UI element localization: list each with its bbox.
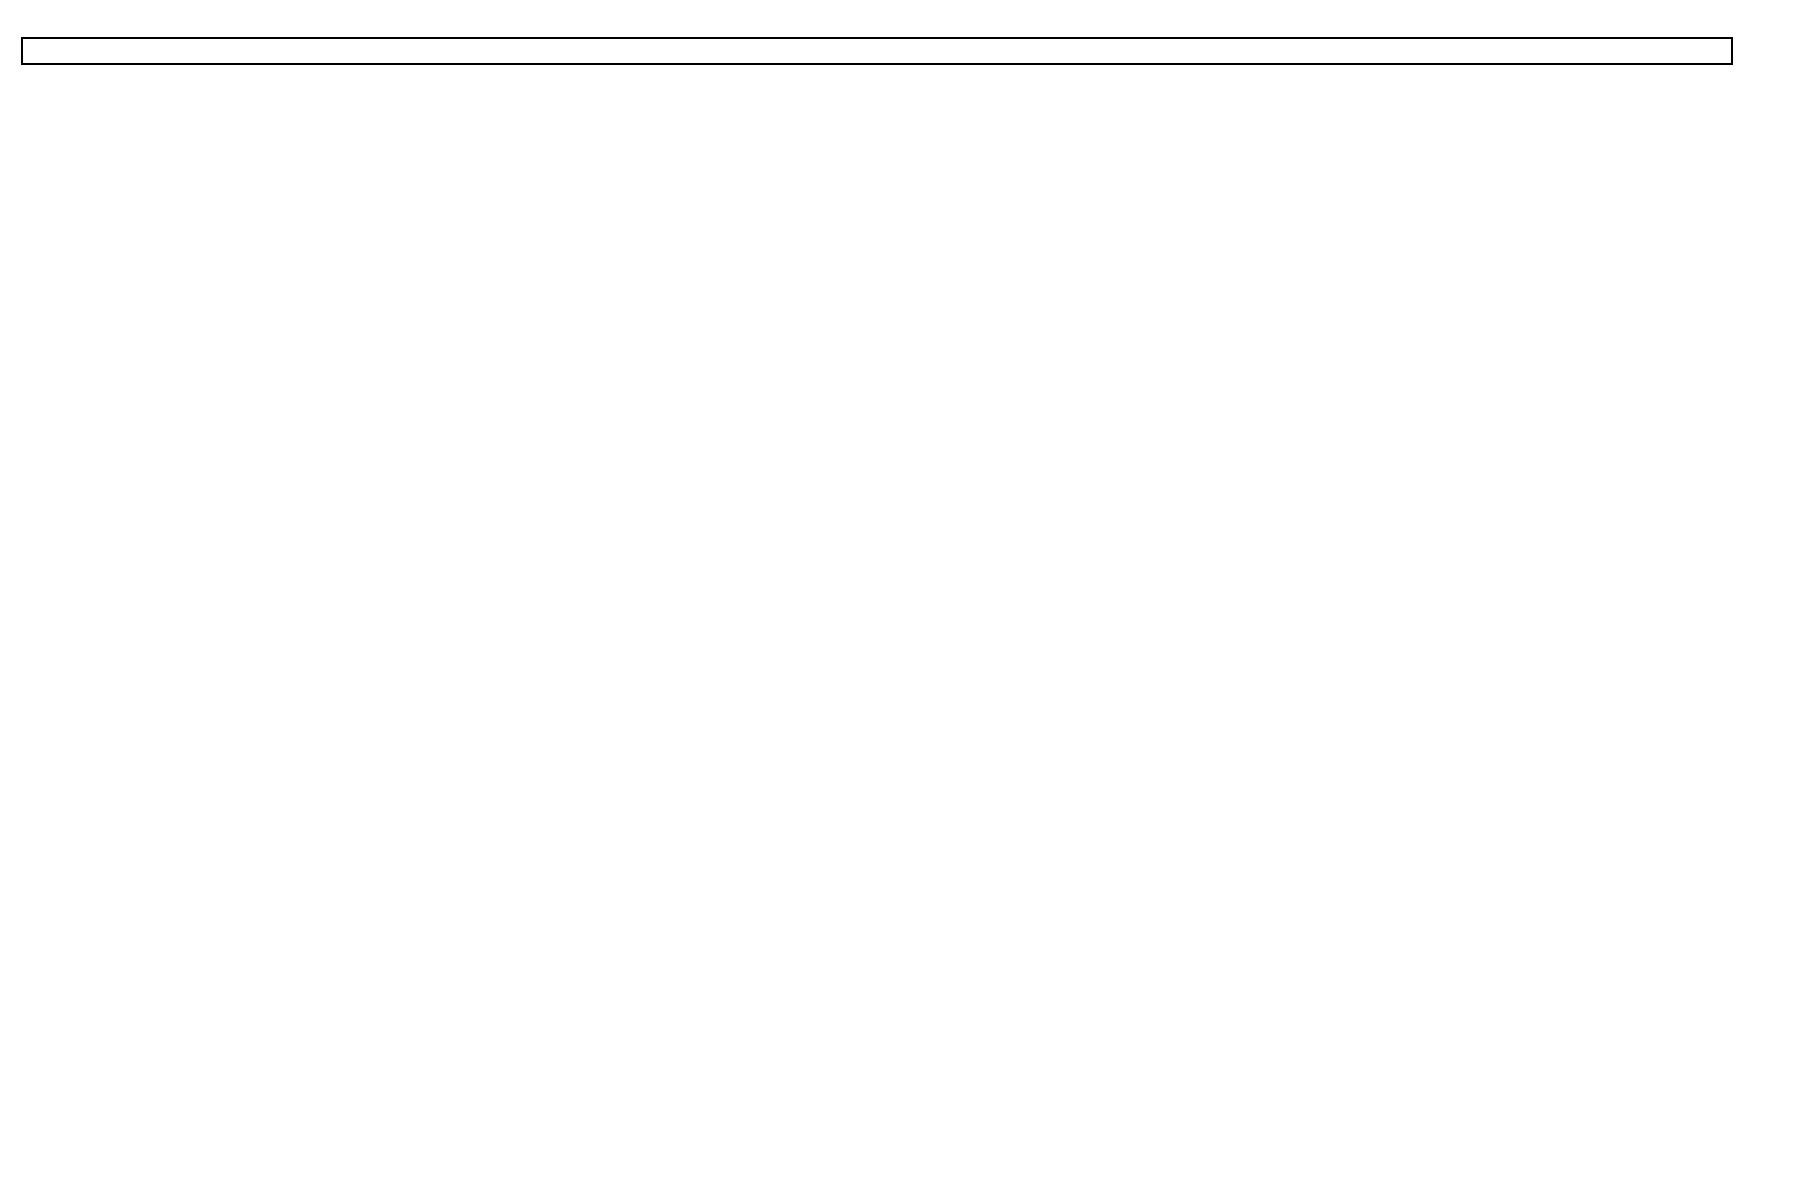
column-header-box [21, 37, 1733, 65]
